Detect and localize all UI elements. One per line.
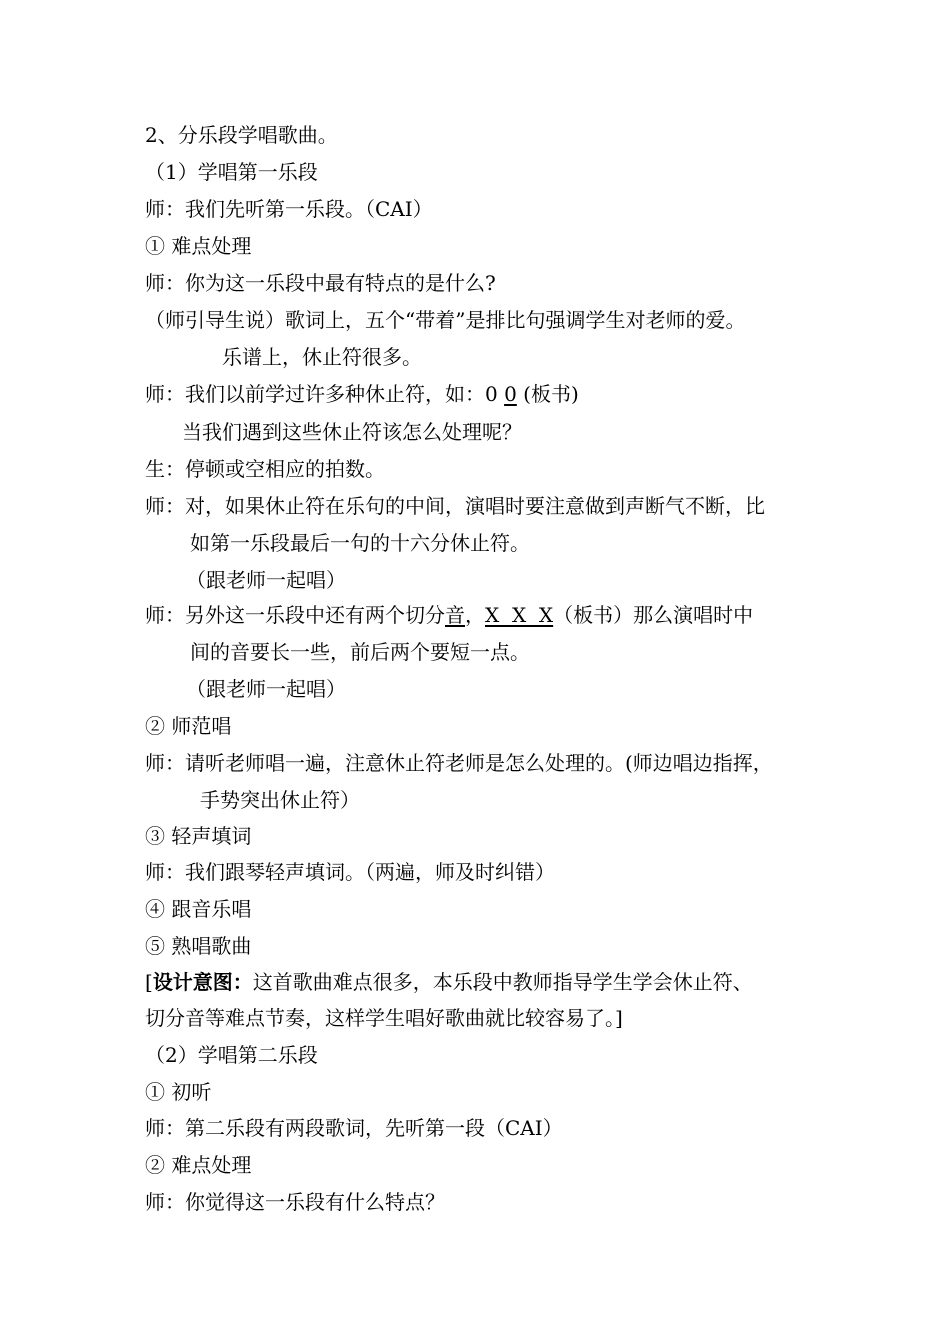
syncopation-prefix: 师：另外这一乐段中还有两个切分 <box>145 603 445 627</box>
rest-line-suffix: (板书) <box>516 382 579 406</box>
text-line: （师引导生说）歌词上，五个“带着”是排比句强调学生对老师的爱。 <box>145 308 746 332</box>
design-note-text: 这首歌曲难点很多，本乐段中教师指导学生学会休止符、 <box>252 970 753 994</box>
step-heading: ② 难点处理 <box>145 1153 252 1177</box>
text-line: 师：请听老师唱一遍，注意休止符老师是怎么处理的。(师边唱边指挥， <box>145 751 773 775</box>
rest-line-prefix: 师：我们以前学过许多种休止符，如：0 <box>145 382 505 406</box>
step-heading: ① 初听 <box>145 1080 212 1104</box>
syncopation-line <box>145 601 753 629</box>
text-line: （跟老师一起唱） <box>186 677 346 701</box>
text-line: 师：第二乐段有两段歌词，先听第一段（CAI） <box>145 1116 563 1140</box>
subsection-heading: （2）学唱第二乐段 <box>145 1043 318 1067</box>
rest-symbols-line <box>145 380 579 408</box>
design-note-label: 设计意图： <box>152 970 253 994</box>
step-heading: ⑤ 熟唱歌曲 <box>145 934 252 958</box>
design-note-bracket: [ <box>145 970 153 994</box>
text-line: 手势突出休止符） <box>200 788 360 812</box>
step-heading: ① 难点处理 <box>145 234 252 258</box>
text-line: 师：你为这一乐段中最有特点的是什么? <box>145 271 496 295</box>
text-line: 师：我们跟琴轻声填词。（两遍，师及时纠错） <box>145 860 555 884</box>
text-line: 师：我们先听第一乐段。（CAI） <box>145 197 433 221</box>
step-heading: ③ 轻声填词 <box>145 824 252 848</box>
text-line: 切分音等难点节奏，这样学生唱好歌曲就比较容易了。] <box>145 1006 623 1030</box>
syncopation-rhythm: X X X <box>485 603 554 627</box>
text-line: 当我们遇到这些休止符该怎么处理呢？ <box>182 420 522 444</box>
text-line: 乐谱上，休止符很多。 <box>222 345 422 369</box>
step-heading: ② 师范唱 <box>145 714 232 738</box>
text-line: （跟老师一起唱） <box>186 568 346 592</box>
text-line: 师：对，如果休止符在乐句的中间，演唱时要注意做到声断气不断，比 <box>145 494 765 518</box>
subsection-heading: （1）学唱第一乐段 <box>145 160 318 184</box>
text-line: 间的音要长一些，前后两个要短一点。 <box>190 640 530 664</box>
text-line: 师：你觉得这一乐段有什么特点？ <box>145 1190 445 1214</box>
section-heading: 2、分乐段学唱歌曲。 <box>145 123 338 147</box>
sixteenth-rest-symbol: 0 <box>504 382 517 406</box>
text-line: 如第一乐段最后一句的十六分休止符。 <box>190 531 530 555</box>
step-heading: ④ 跟音乐唱 <box>145 897 252 921</box>
design-note-line <box>145 968 753 996</box>
syncopation-suffix: （板书）那么演唱时中 <box>553 603 754 627</box>
syncopation-sep: ， <box>465 603 485 627</box>
text-line: 生：停顿或空相应的拍数。 <box>145 457 385 481</box>
underlined-char: 音 <box>445 603 465 627</box>
